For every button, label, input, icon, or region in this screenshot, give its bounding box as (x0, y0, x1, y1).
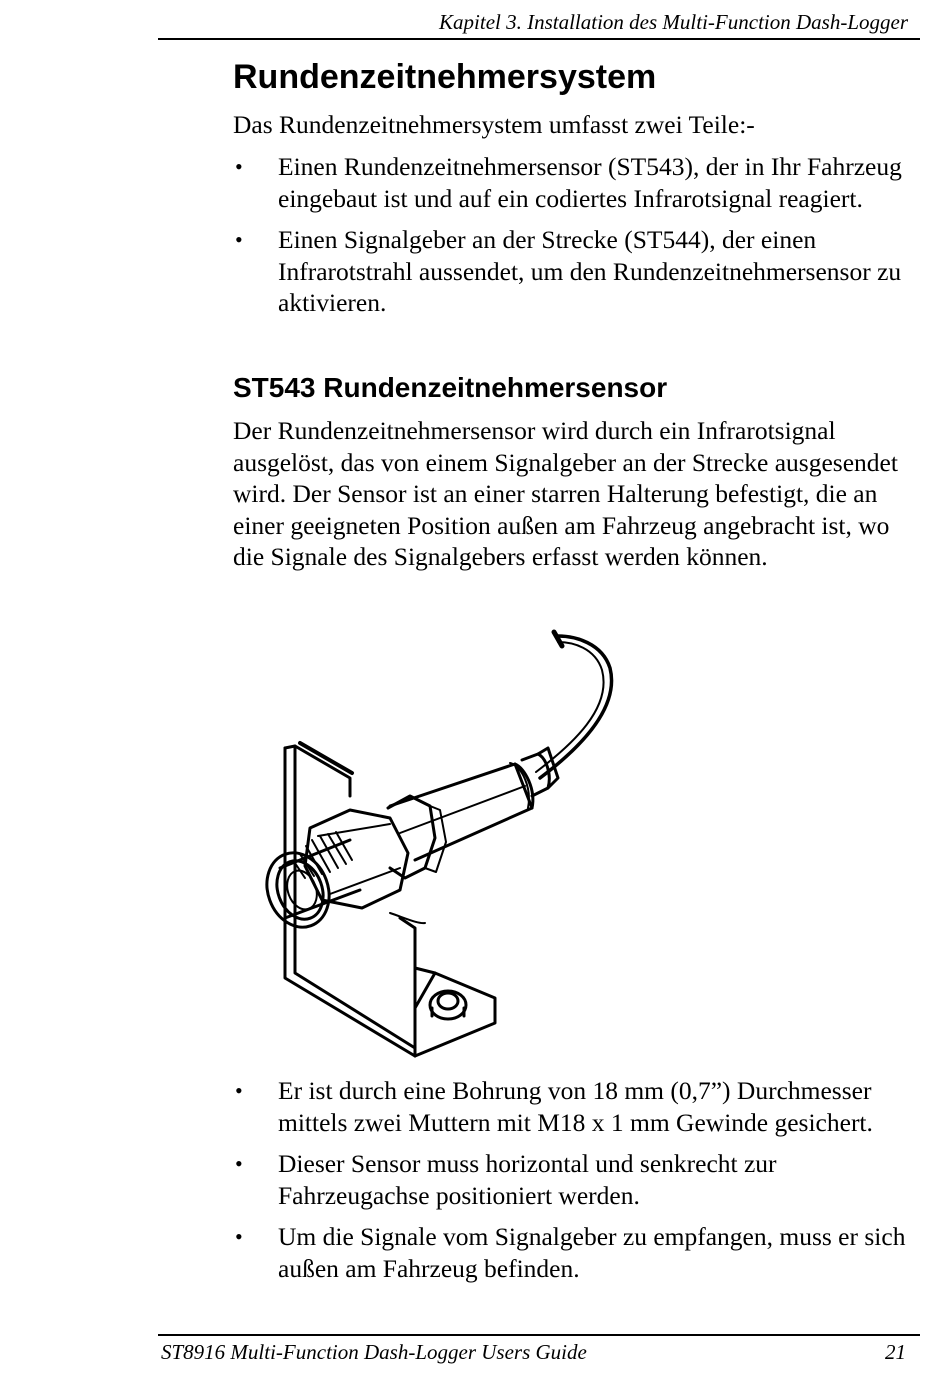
footer-divider (158, 1334, 920, 1336)
page-number: 21 (885, 1340, 906, 1364)
section-title: Rundenzeitnehmersystem (233, 58, 657, 96)
bullet-icon: • (235, 154, 243, 179)
footer-guide-title: ST8916 Multi-Function Dash-Logger Users Guide (161, 1340, 587, 1364)
list-item (233, 1148, 923, 1211)
list-item-text: Einen Signalgeber an der Strecke (ST544), der einen Infrarotstrahl aussendet, um den Rundenzeitnehmersensor zu aktivieren. (278, 225, 902, 317)
subsection-bullet-list (233, 1075, 923, 1294)
list-item (233, 1075, 923, 1138)
section-bullet-list (233, 151, 923, 329)
subsection-title: ST543 Rundenzeitnehmersensor (233, 372, 668, 403)
list-item-text: Einen Rundenzeitnehmersensor (ST543), der in Ihr Fahrzeug eingebaut ist und auf ein codiertes Infrarotsignal reagiert. (278, 152, 902, 213)
header-divider (158, 38, 920, 40)
list-item-text: Er ist durch eine Bohrung von 18 mm (0,7”) Durchmesser mittels zwei Muttern mit M18 x 1 mm Gewinde gesichert. (278, 1076, 873, 1137)
list-item-text: Dieser Sensor muss horizontal und senkrecht zur Fahrzeugachse positioniert werden. (278, 1149, 777, 1210)
list-item-text: Um die Signale vom Signalgeber zu empfangen, muss er sich außen am Fahrzeug befinden. (278, 1222, 906, 1283)
bullet-icon: • (235, 227, 243, 252)
list-item (233, 1221, 923, 1284)
list-item (233, 224, 923, 319)
bullet-icon: • (235, 1224, 243, 1249)
sensor-on-bracket-illustration (240, 628, 660, 1068)
list-item (233, 151, 923, 214)
bullet-icon: • (235, 1078, 243, 1103)
subsection-body: Der Rundenzeitnehmersensor wird durch ein Infrarotsignal ausgelöst, das von einem Signalgeber an der Strecke ausgesendet wird. Der Sensor ist an einer starren Halterung befestigt, die an einer geeigneten Position außen am Fahrzeug angebracht ist, wo die Signale des Signalgebers erfasst werden können. (233, 416, 898, 571)
running-header: Kapitel 3. Installation des Multi-Function Dash-Logger (439, 10, 908, 34)
section-intro: Das Rundenzeitnehmersystem umfasst zwei Teile:- (233, 110, 755, 139)
sensor-figure (240, 628, 660, 1068)
bullet-icon: • (235, 1151, 243, 1176)
